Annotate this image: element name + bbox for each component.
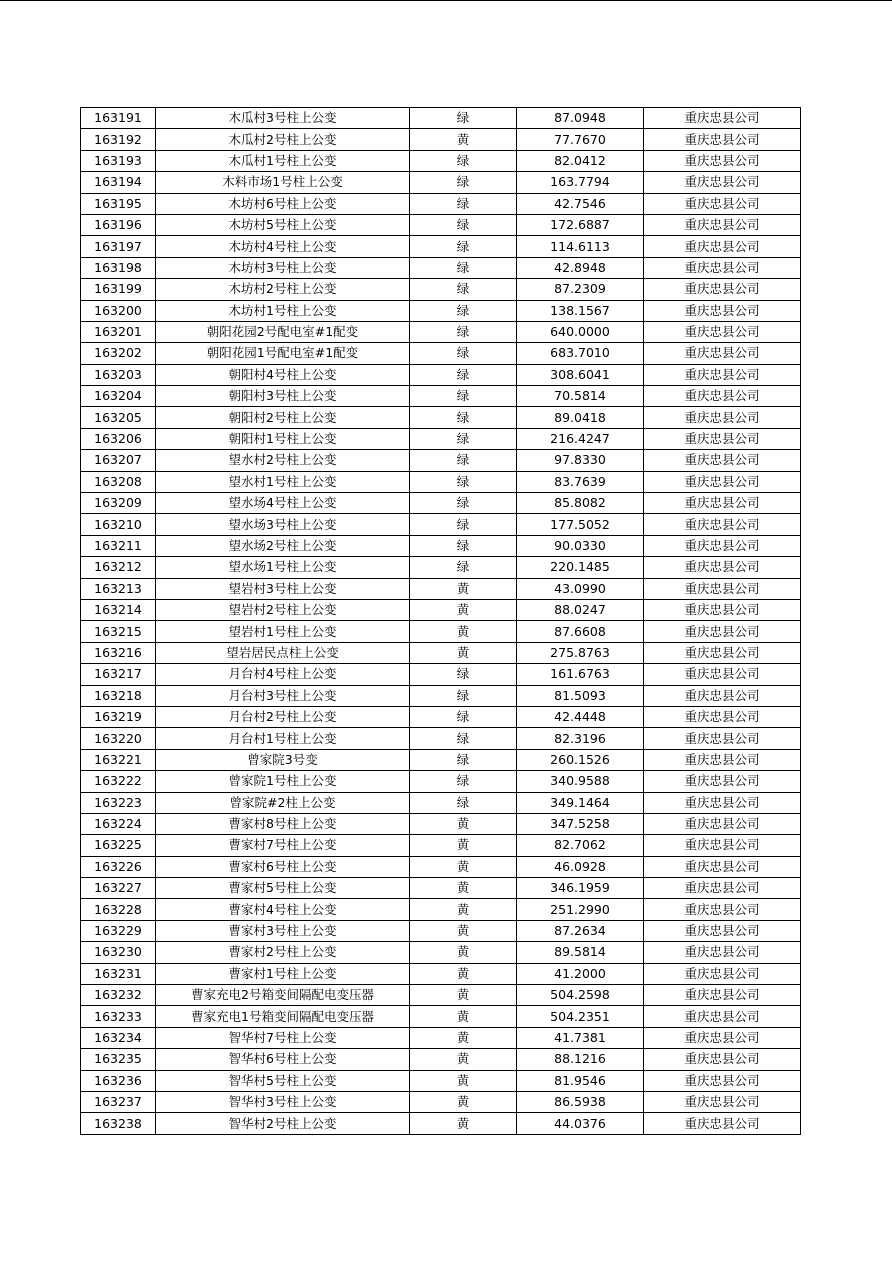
cell-name: 木瓜村3号柱上公变 (156, 108, 410, 129)
cell-status: 绿 (410, 428, 517, 449)
cell-status: 黄 (410, 129, 517, 150)
cell-value: 275.8763 (517, 642, 644, 663)
cell-company: 重庆忠县公司 (644, 257, 801, 278)
cell-id: 163234 (81, 1027, 156, 1048)
cell-status: 绿 (410, 321, 517, 342)
table-row (81, 407, 801, 428)
cell-id: 163192 (81, 129, 156, 150)
cell-status: 绿 (410, 450, 517, 471)
cell-name: 智华村3号柱上公变 (156, 1091, 410, 1112)
cell-company: 重庆忠县公司 (644, 386, 801, 407)
table-row (81, 706, 801, 727)
table-row (81, 985, 801, 1006)
table-row (81, 300, 801, 321)
cell-value: 89.0418 (517, 407, 644, 428)
cell-status: 黄 (410, 621, 517, 642)
cell-name: 曹家村6号柱上公变 (156, 856, 410, 877)
cell-id: 163218 (81, 685, 156, 706)
cell-id: 163194 (81, 172, 156, 193)
cell-name: 望水村2号柱上公变 (156, 450, 410, 471)
cell-status: 黄 (410, 942, 517, 963)
cell-company: 重庆忠县公司 (644, 1049, 801, 1070)
cell-id: 163202 (81, 343, 156, 364)
cell-value: 347.5258 (517, 813, 644, 834)
table-row (81, 193, 801, 214)
table-row (81, 728, 801, 749)
cell-company: 重庆忠县公司 (644, 557, 801, 578)
cell-name: 木坊村1号柱上公变 (156, 300, 410, 321)
cell-name: 月台村2号柱上公变 (156, 706, 410, 727)
cell-company: 重庆忠县公司 (644, 963, 801, 984)
table-row (81, 428, 801, 449)
cell-id: 163210 (81, 514, 156, 535)
cell-name: 智华村7号柱上公变 (156, 1027, 410, 1048)
cell-status: 黄 (410, 985, 517, 1006)
cell-company: 重庆忠县公司 (644, 300, 801, 321)
cell-name: 朝阳花园2号配电室#1配变 (156, 321, 410, 342)
cell-company: 重庆忠县公司 (644, 150, 801, 171)
table-row (81, 450, 801, 471)
cell-status: 绿 (410, 343, 517, 364)
cell-value: 87.2634 (517, 920, 644, 941)
cell-company: 重庆忠县公司 (644, 343, 801, 364)
cell-name: 朝阳村2号柱上公变 (156, 407, 410, 428)
cell-company: 重庆忠县公司 (644, 920, 801, 941)
cell-company: 重庆忠县公司 (644, 749, 801, 770)
cell-name: 曹家村3号柱上公变 (156, 920, 410, 941)
cell-name: 曾家院3号变 (156, 749, 410, 770)
cell-status: 绿 (410, 407, 517, 428)
cell-value: 43.0990 (517, 578, 644, 599)
table-row (81, 792, 801, 813)
table-row (81, 1049, 801, 1070)
cell-value: 89.5814 (517, 942, 644, 963)
cell-value: 346.1959 (517, 878, 644, 899)
cell-company: 重庆忠县公司 (644, 493, 801, 514)
cell-name: 曹家村1号柱上公变 (156, 963, 410, 984)
cell-value: 163.7794 (517, 172, 644, 193)
table-row (81, 257, 801, 278)
cell-name: 望水场2号柱上公变 (156, 535, 410, 556)
table-row (81, 535, 801, 556)
cell-id: 163206 (81, 428, 156, 449)
cell-value: 87.6608 (517, 621, 644, 642)
cell-status: 绿 (410, 214, 517, 235)
cell-value: 340.9588 (517, 771, 644, 792)
cell-company: 重庆忠县公司 (644, 728, 801, 749)
cell-value: 640.0000 (517, 321, 644, 342)
cell-id: 163216 (81, 642, 156, 663)
cell-name: 望岩村1号柱上公变 (156, 621, 410, 642)
cell-name: 木瓜村1号柱上公变 (156, 150, 410, 171)
cell-id: 163229 (81, 920, 156, 941)
cell-status: 黄 (410, 856, 517, 877)
cell-name: 月台村3号柱上公变 (156, 685, 410, 706)
table-row (81, 685, 801, 706)
cell-company: 重庆忠县公司 (644, 236, 801, 257)
cell-value: 90.0330 (517, 535, 644, 556)
cell-name: 朝阳村1号柱上公变 (156, 428, 410, 449)
cell-company: 重庆忠县公司 (644, 129, 801, 150)
cell-status: 黄 (410, 1027, 517, 1048)
cell-value: 82.0412 (517, 150, 644, 171)
cell-status: 绿 (410, 150, 517, 171)
cell-id: 163200 (81, 300, 156, 321)
cell-name: 望水村1号柱上公变 (156, 471, 410, 492)
cell-value: 251.2990 (517, 899, 644, 920)
cell-id: 163205 (81, 407, 156, 428)
table-row (81, 856, 801, 877)
table-row (81, 963, 801, 984)
cell-name: 月台村1号柱上公变 (156, 728, 410, 749)
cell-name: 曹家村2号柱上公变 (156, 942, 410, 963)
cell-value: 70.5814 (517, 386, 644, 407)
table-row (81, 557, 801, 578)
cell-status: 黄 (410, 1113, 517, 1134)
cell-status: 绿 (410, 749, 517, 770)
cell-value: 42.7546 (517, 193, 644, 214)
table-row (81, 1070, 801, 1091)
cell-name: 曹家村8号柱上公变 (156, 813, 410, 834)
cell-company: 重庆忠县公司 (644, 813, 801, 834)
cell-value: 220.1485 (517, 557, 644, 578)
table-row (81, 664, 801, 685)
cell-value: 138.1567 (517, 300, 644, 321)
cell-id: 163237 (81, 1091, 156, 1112)
cell-company: 重庆忠县公司 (644, 193, 801, 214)
cell-name: 木坊村2号柱上公变 (156, 279, 410, 300)
cell-name: 望水场3号柱上公变 (156, 514, 410, 535)
cell-name: 曾家院1号柱上公变 (156, 771, 410, 792)
cell-company: 重庆忠县公司 (644, 706, 801, 727)
cell-value: 88.1216 (517, 1049, 644, 1070)
table-row (81, 942, 801, 963)
cell-company: 重庆忠县公司 (644, 172, 801, 193)
cell-value: 114.6113 (517, 236, 644, 257)
cell-value: 683.7010 (517, 343, 644, 364)
table-body (81, 108, 801, 1135)
cell-name: 木料市场1号柱上公变 (156, 172, 410, 193)
table-row (81, 364, 801, 385)
cell-id: 163208 (81, 471, 156, 492)
cell-id: 163201 (81, 321, 156, 342)
cell-status: 黄 (410, 920, 517, 941)
table-row (81, 514, 801, 535)
cell-name: 朝阳村3号柱上公变 (156, 386, 410, 407)
cell-company: 重庆忠县公司 (644, 835, 801, 856)
cell-id: 163214 (81, 599, 156, 620)
cell-value: 82.7062 (517, 835, 644, 856)
cell-value: 77.7670 (517, 129, 644, 150)
table-row (81, 1091, 801, 1112)
cell-id: 163213 (81, 578, 156, 599)
cell-status: 绿 (410, 108, 517, 129)
cell-value: 172.6887 (517, 214, 644, 235)
cell-status: 绿 (410, 193, 517, 214)
table-row (81, 150, 801, 171)
cell-id: 163215 (81, 621, 156, 642)
table-row (81, 599, 801, 620)
cell-name: 木坊村4号柱上公变 (156, 236, 410, 257)
table-row (81, 578, 801, 599)
cell-id: 163231 (81, 963, 156, 984)
cell-company: 重庆忠县公司 (644, 942, 801, 963)
cell-status: 绿 (410, 236, 517, 257)
cell-status: 黄 (410, 963, 517, 984)
cell-value: 88.0247 (517, 599, 644, 620)
cell-value: 177.5052 (517, 514, 644, 535)
cell-status: 黄 (410, 1070, 517, 1091)
table-row (81, 493, 801, 514)
cell-company: 重庆忠县公司 (644, 514, 801, 535)
cell-id: 163230 (81, 942, 156, 963)
cell-value: 41.2000 (517, 963, 644, 984)
cell-name: 望岩村2号柱上公变 (156, 599, 410, 620)
cell-company: 重庆忠县公司 (644, 450, 801, 471)
cell-status: 黄 (410, 1049, 517, 1070)
cell-name: 木坊村5号柱上公变 (156, 214, 410, 235)
cell-name: 月台村4号柱上公变 (156, 664, 410, 685)
cell-value: 46.0928 (517, 856, 644, 877)
cell-id: 163196 (81, 214, 156, 235)
table-row (81, 129, 801, 150)
cell-company: 重庆忠县公司 (644, 535, 801, 556)
cell-name: 木坊村6号柱上公变 (156, 193, 410, 214)
cell-company: 重庆忠县公司 (644, 621, 801, 642)
cell-company: 重庆忠县公司 (644, 1027, 801, 1048)
cell-status: 黄 (410, 878, 517, 899)
cell-company: 重庆忠县公司 (644, 578, 801, 599)
cell-id: 163235 (81, 1049, 156, 1070)
cell-name: 木瓜村2号柱上公变 (156, 129, 410, 150)
cell-name: 望水场1号柱上公变 (156, 557, 410, 578)
table-row (81, 835, 801, 856)
cell-id: 163219 (81, 706, 156, 727)
cell-name: 智华村5号柱上公变 (156, 1070, 410, 1091)
cell-status: 绿 (410, 279, 517, 300)
cell-status: 绿 (410, 771, 517, 792)
cell-status: 黄 (410, 642, 517, 663)
cell-id: 163203 (81, 364, 156, 385)
cell-name: 智华村2号柱上公变 (156, 1113, 410, 1134)
cell-status: 绿 (410, 493, 517, 514)
cell-status: 绿 (410, 557, 517, 578)
cell-id: 163195 (81, 193, 156, 214)
cell-company: 重庆忠县公司 (644, 1113, 801, 1134)
cell-company: 重庆忠县公司 (644, 1091, 801, 1112)
cell-value: 97.8330 (517, 450, 644, 471)
cell-id: 163233 (81, 1006, 156, 1027)
cell-company: 重庆忠县公司 (644, 878, 801, 899)
cell-status: 绿 (410, 728, 517, 749)
cell-id: 163204 (81, 386, 156, 407)
cell-value: 81.9546 (517, 1070, 644, 1091)
cell-value: 41.7381 (517, 1027, 644, 1048)
transformer-table (80, 107, 801, 1135)
cell-name: 曹家村4号柱上公变 (156, 899, 410, 920)
cell-company: 重庆忠县公司 (644, 364, 801, 385)
cell-status: 黄 (410, 835, 517, 856)
table-row (81, 899, 801, 920)
cell-company: 重庆忠县公司 (644, 214, 801, 235)
cell-id: 163193 (81, 150, 156, 171)
cell-value: 82.3196 (517, 728, 644, 749)
table-row (81, 471, 801, 492)
table-row (81, 386, 801, 407)
cell-status: 黄 (410, 899, 517, 920)
cell-value: 504.2598 (517, 985, 644, 1006)
cell-value: 83.7639 (517, 471, 644, 492)
table-row (81, 1027, 801, 1048)
cell-company: 重庆忠县公司 (644, 856, 801, 877)
cell-status: 绿 (410, 471, 517, 492)
cell-company: 重庆忠县公司 (644, 599, 801, 620)
cell-status: 黄 (410, 599, 517, 620)
cell-status: 黄 (410, 1006, 517, 1027)
cell-company: 重庆忠县公司 (644, 428, 801, 449)
table-row (81, 813, 801, 834)
cell-company: 重庆忠县公司 (644, 664, 801, 685)
cell-value: 42.4448 (517, 706, 644, 727)
cell-id: 163221 (81, 749, 156, 770)
cell-status: 绿 (410, 706, 517, 727)
table-row (81, 321, 801, 342)
cell-name: 曾家院#2柱上公变 (156, 792, 410, 813)
cell-company: 重庆忠县公司 (644, 321, 801, 342)
table-row (81, 279, 801, 300)
cell-id: 163238 (81, 1113, 156, 1134)
table-row (81, 1006, 801, 1027)
cell-value: 260.1526 (517, 749, 644, 770)
table-row (81, 920, 801, 941)
cell-id: 163211 (81, 535, 156, 556)
cell-status: 绿 (410, 172, 517, 193)
cell-company: 重庆忠县公司 (644, 279, 801, 300)
cell-company: 重庆忠县公司 (644, 771, 801, 792)
cell-status: 黄 (410, 1091, 517, 1112)
cell-value: 349.1464 (517, 792, 644, 813)
cell-id: 163223 (81, 792, 156, 813)
cell-id: 163222 (81, 771, 156, 792)
table-row (81, 343, 801, 364)
cell-id: 163212 (81, 557, 156, 578)
table-row (81, 642, 801, 663)
cell-id: 163224 (81, 813, 156, 834)
cell-name: 望水场4号柱上公变 (156, 493, 410, 514)
cell-name: 朝阳村4号柱上公变 (156, 364, 410, 385)
cell-id: 163207 (81, 450, 156, 471)
cell-status: 黄 (410, 813, 517, 834)
page-top-border (0, 0, 892, 1)
cell-company: 重庆忠县公司 (644, 792, 801, 813)
cell-company: 重庆忠县公司 (644, 642, 801, 663)
cell-name: 曹家村7号柱上公变 (156, 835, 410, 856)
cell-status: 绿 (410, 364, 517, 385)
cell-company: 重庆忠县公司 (644, 108, 801, 129)
cell-id: 163236 (81, 1070, 156, 1091)
cell-value: 87.2309 (517, 279, 644, 300)
cell-company: 重庆忠县公司 (644, 899, 801, 920)
cell-name: 朝阳花园1号配电室#1配变 (156, 343, 410, 364)
cell-status: 绿 (410, 300, 517, 321)
cell-id: 163209 (81, 493, 156, 514)
cell-id: 163220 (81, 728, 156, 749)
cell-status: 绿 (410, 685, 517, 706)
table-row (81, 621, 801, 642)
cell-name: 智华村6号柱上公变 (156, 1049, 410, 1070)
cell-value: 87.0948 (517, 108, 644, 129)
cell-value: 308.6041 (517, 364, 644, 385)
cell-value: 504.2351 (517, 1006, 644, 1027)
table-row (81, 172, 801, 193)
cell-id: 163197 (81, 236, 156, 257)
cell-company: 重庆忠县公司 (644, 471, 801, 492)
cell-value: 42.8948 (517, 257, 644, 278)
table-row (81, 771, 801, 792)
table-row (81, 108, 801, 129)
cell-name: 曹家充电1号箱变间隔配电变压器 (156, 1006, 410, 1027)
cell-name: 曹家村5号柱上公变 (156, 878, 410, 899)
cell-status: 绿 (410, 514, 517, 535)
cell-value: 86.5938 (517, 1091, 644, 1112)
cell-id: 163228 (81, 899, 156, 920)
cell-id: 163225 (81, 835, 156, 856)
cell-name: 曹家充电2号箱变间隔配电变压器 (156, 985, 410, 1006)
table-row (81, 236, 801, 257)
cell-status: 绿 (410, 535, 517, 556)
cell-company: 重庆忠县公司 (644, 1070, 801, 1091)
cell-status: 绿 (410, 664, 517, 685)
cell-value: 81.5093 (517, 685, 644, 706)
cell-value: 85.8082 (517, 493, 644, 514)
cell-name: 木坊村3号柱上公变 (156, 257, 410, 278)
cell-value: 161.6763 (517, 664, 644, 685)
cell-value: 216.4247 (517, 428, 644, 449)
cell-id: 163226 (81, 856, 156, 877)
cell-company: 重庆忠县公司 (644, 407, 801, 428)
table-row (81, 749, 801, 770)
cell-value: 44.0376 (517, 1113, 644, 1134)
cell-company: 重庆忠县公司 (644, 685, 801, 706)
cell-id: 163217 (81, 664, 156, 685)
table-row (81, 878, 801, 899)
cell-id: 163227 (81, 878, 156, 899)
cell-id: 163232 (81, 985, 156, 1006)
cell-id: 163199 (81, 279, 156, 300)
cell-name: 望岩居民点柱上公变 (156, 642, 410, 663)
table-row (81, 1113, 801, 1134)
cell-status: 黄 (410, 578, 517, 599)
cell-status: 绿 (410, 257, 517, 278)
cell-name: 望岩村3号柱上公变 (156, 578, 410, 599)
cell-status: 绿 (410, 386, 517, 407)
cell-id: 163198 (81, 257, 156, 278)
cell-id: 163191 (81, 108, 156, 129)
cell-company: 重庆忠县公司 (644, 1006, 801, 1027)
cell-status: 绿 (410, 792, 517, 813)
cell-company: 重庆忠县公司 (644, 985, 801, 1006)
table-row (81, 214, 801, 235)
